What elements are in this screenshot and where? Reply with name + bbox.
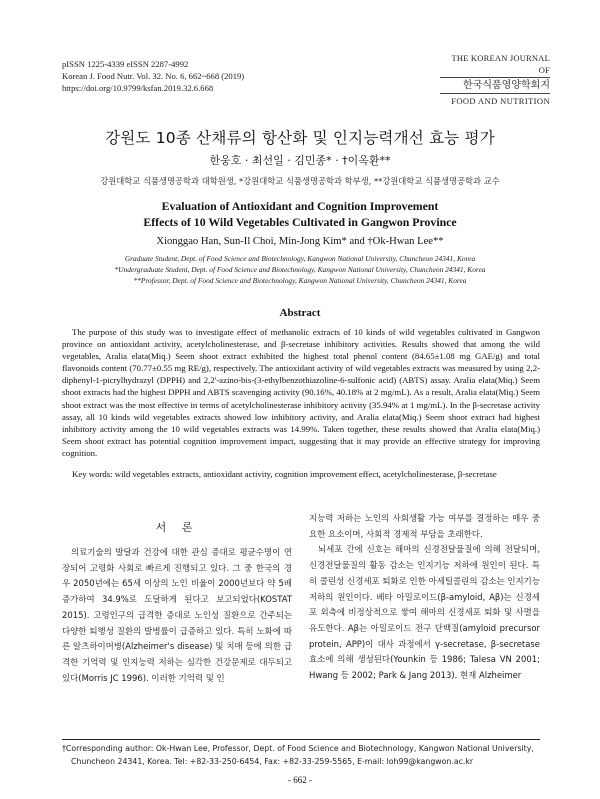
journal-name-korean: 한국식품영양학회지 (463, 80, 550, 91)
footnote-line2: Chuncheon 24341, Korea. Tel: +82-33-250-6454, Fax: +82-33-259-5565, E-mail: loh99@kangwon.ac.kr (71, 757, 474, 766)
citation-line: Korean J. Food Nutr. Vol. 32. No. 6, 662~668 (2019) (62, 71, 245, 81)
abstract-heading: Abstract (279, 307, 321, 319)
body-column-right (309, 511, 540, 684)
paper-title-english (0, 198, 600, 230)
affiliations-english (0, 253, 600, 286)
abstract-text: The purpose of this study was to investigate effect of methanolic extracts of 10 kinds of wild vegetables cultivated in Gangwon province on antioxidant activity, acetylcholinesterase, and β-secretase inhibitory activities. Results showed that among the wild vegetables, Aralia elata(Miq.) Seem shoot extract exhibited the highest total phenol content (84.65±1.08 mg GAE/g) and total flavonoids content (70.77±0.55 mg RE/g), respectively. The antioxidant activity of wild vegetables extracts was measured by using 2,2-diphenyl-1-picrylhydrazyl (DPPH) and 2,2'-azino-bis-(3-ethylbenzothiazoline-6-sulfonic acid) (ABTS) assay. Aralia elata(Miq.) Seem shoot extracts had the highest DPPH and ABTS scavenging activity (90.16%, 40.18% at 2 mg/mL). As a result, Aralia elata(Miq.) Seem shoot extract was the most effective in terms of acetylcholinesterase inhibitory activity (35.94% at 1 mg/mL). In the β-secretase activity assay, all 10 kinds wild vegetables extracts showed low inhibitory activity, and Aralia elata(Miq.) Seem shoot extract had highest inhibitory activity among the 10 wild vegetables extracts was 14.99%. Taken together, these results showed that Aralia elata(Miq.) Seem shoot extract has potential cognition improvement impact, suggesting that it may provide an effective strategy for improving cognition. (62, 327, 540, 458)
title-en-line1: Evaluation of Antioxidant and Cognition Improvement (161, 199, 439, 213)
footnote-line1: †Corresponding author: Ok-Hwan Lee, Professor, Dept. of Food Science and Biotechnology, Kangwon National University, (62, 744, 534, 753)
footnote-divider (62, 739, 540, 740)
journal-header-right (440, 52, 550, 107)
section-heading-introduction: 서 론 (155, 521, 199, 534)
affiliation-graduate: Graduate Student, Dept. of Food Science and Biotechnology, Kangwon National University, Chuncheon 24341, Korea (124, 254, 476, 263)
paper-title-korean: 강원도 10종 산채류의 항산화 및 인지능력개선 효능 평가 (105, 129, 495, 147)
intro-paragraph-1-continued: 지능력 저하는 노인의 사회생활 가능 여부를 결정하는 매우 중요한 요소이며, 사회적 경제적 부담을 초래한다. (309, 513, 540, 539)
corresponding-author-footnote (62, 742, 540, 768)
intro-paragraph-1: 의료기술의 발달과 건강에 대한 관심 증대로 평균수명이 연장되어 고령화 사회로 빠르게 진행되고 있다. 그 중 한국의 경우 2050년에는 65세 이상의 노인 비율이 2000년보다 약 5배 증가하여 34.9%로 도달하게 된다고 보고되었다(KOSTAT 2015). 고령인구의 급격한 증대로 노인성 질환으로 간주되는 다양한 퇴행성 질환의 발병률이 급증하고 있다. 특히 노화에 따른 알츠하이머병(Alzheimer's disease) 및 치매 등에 의한 급격한 기억력 및 인지능력 저하는 심각한 건강문제로 대두되고 있다(Morris JC 1996). 이러한 기억력 및 인 (62, 547, 292, 683)
journal-name-line3: FOOD AND NUTRITION (451, 96, 550, 106)
authors-english: Xionggao Han, Sun-Il Choi, Min-Jong Kim* and †Ok-Hwan Lee** (156, 236, 444, 247)
keywords: Key words: wild vegetables extracts, antioxidant activity, cognition improvement effect, acetylcholinesterase, β-secretase (72, 469, 497, 479)
journal-rule-top (440, 77, 550, 78)
page-number: - 662 - (288, 775, 312, 785)
affiliation-undergraduate: *Undergraduate Student, Dept. of Food Science and Biotechnology, Kangwon National University, Chuncheon 24341, Korea (114, 265, 486, 274)
title-en-line2: Effects of 10 Wild Vegetables Cultivated in Gangwon Province (143, 215, 457, 229)
journal-header-left (62, 58, 362, 94)
issn-line: pISSN 1225-4339 eISSN 2287-4992 (62, 59, 189, 69)
body-column-left (62, 545, 292, 686)
doi-link[interactable]: https://doi.org/10.9799/ksfan.2019.32.6.668 (62, 83, 214, 93)
authors-korean: 한웅호 · 최선일 · 김민종* · †이옥환** (209, 154, 391, 167)
intro-paragraph-2: 뇌세포 간에 신호는 해마의 신경전달물질에 의해 전달되며, 신경전달물질의 활동 감소는 인지기능 저하에 원인이 된다. 특히 콜린성 신경세포 퇴화로 인한 아세틸콜린의 감소는 인지기능 저하의 원인이다. 베타 아밀로이드(β-amyloid, Aβ)는 신경세포 외측에 비정상적으로 쌓여 해마의 신경세포 퇴화 및 사멸을 유도한다. Aβ는 아밀로이드 전구 단백질(amyloid precursor protein, APP)이 대사 과정에서 γ-secretase, β-secretase 효소에 의해 생성된다(Younkin 등 1986; Talesa VN 2001; Hwang 등 2002; Park & Jang 2013). 현재 Alzheimer (309, 544, 540, 681)
affiliation-professor: **Professor, Dept. of Food Science and Biotechnology, Kangwon National University, Chuncheon 24341, Korea (133, 276, 467, 285)
affiliations-korean: 강원대학교 식품생명공학과 대학원생, *강원대학교 식품생명공학과 학부생, **강원대학교 식품생명공학과 교수 (100, 176, 500, 186)
journal-rule-bottom (440, 93, 550, 94)
journal-name-line1: THE KOREAN JOURNAL OF (451, 53, 550, 75)
